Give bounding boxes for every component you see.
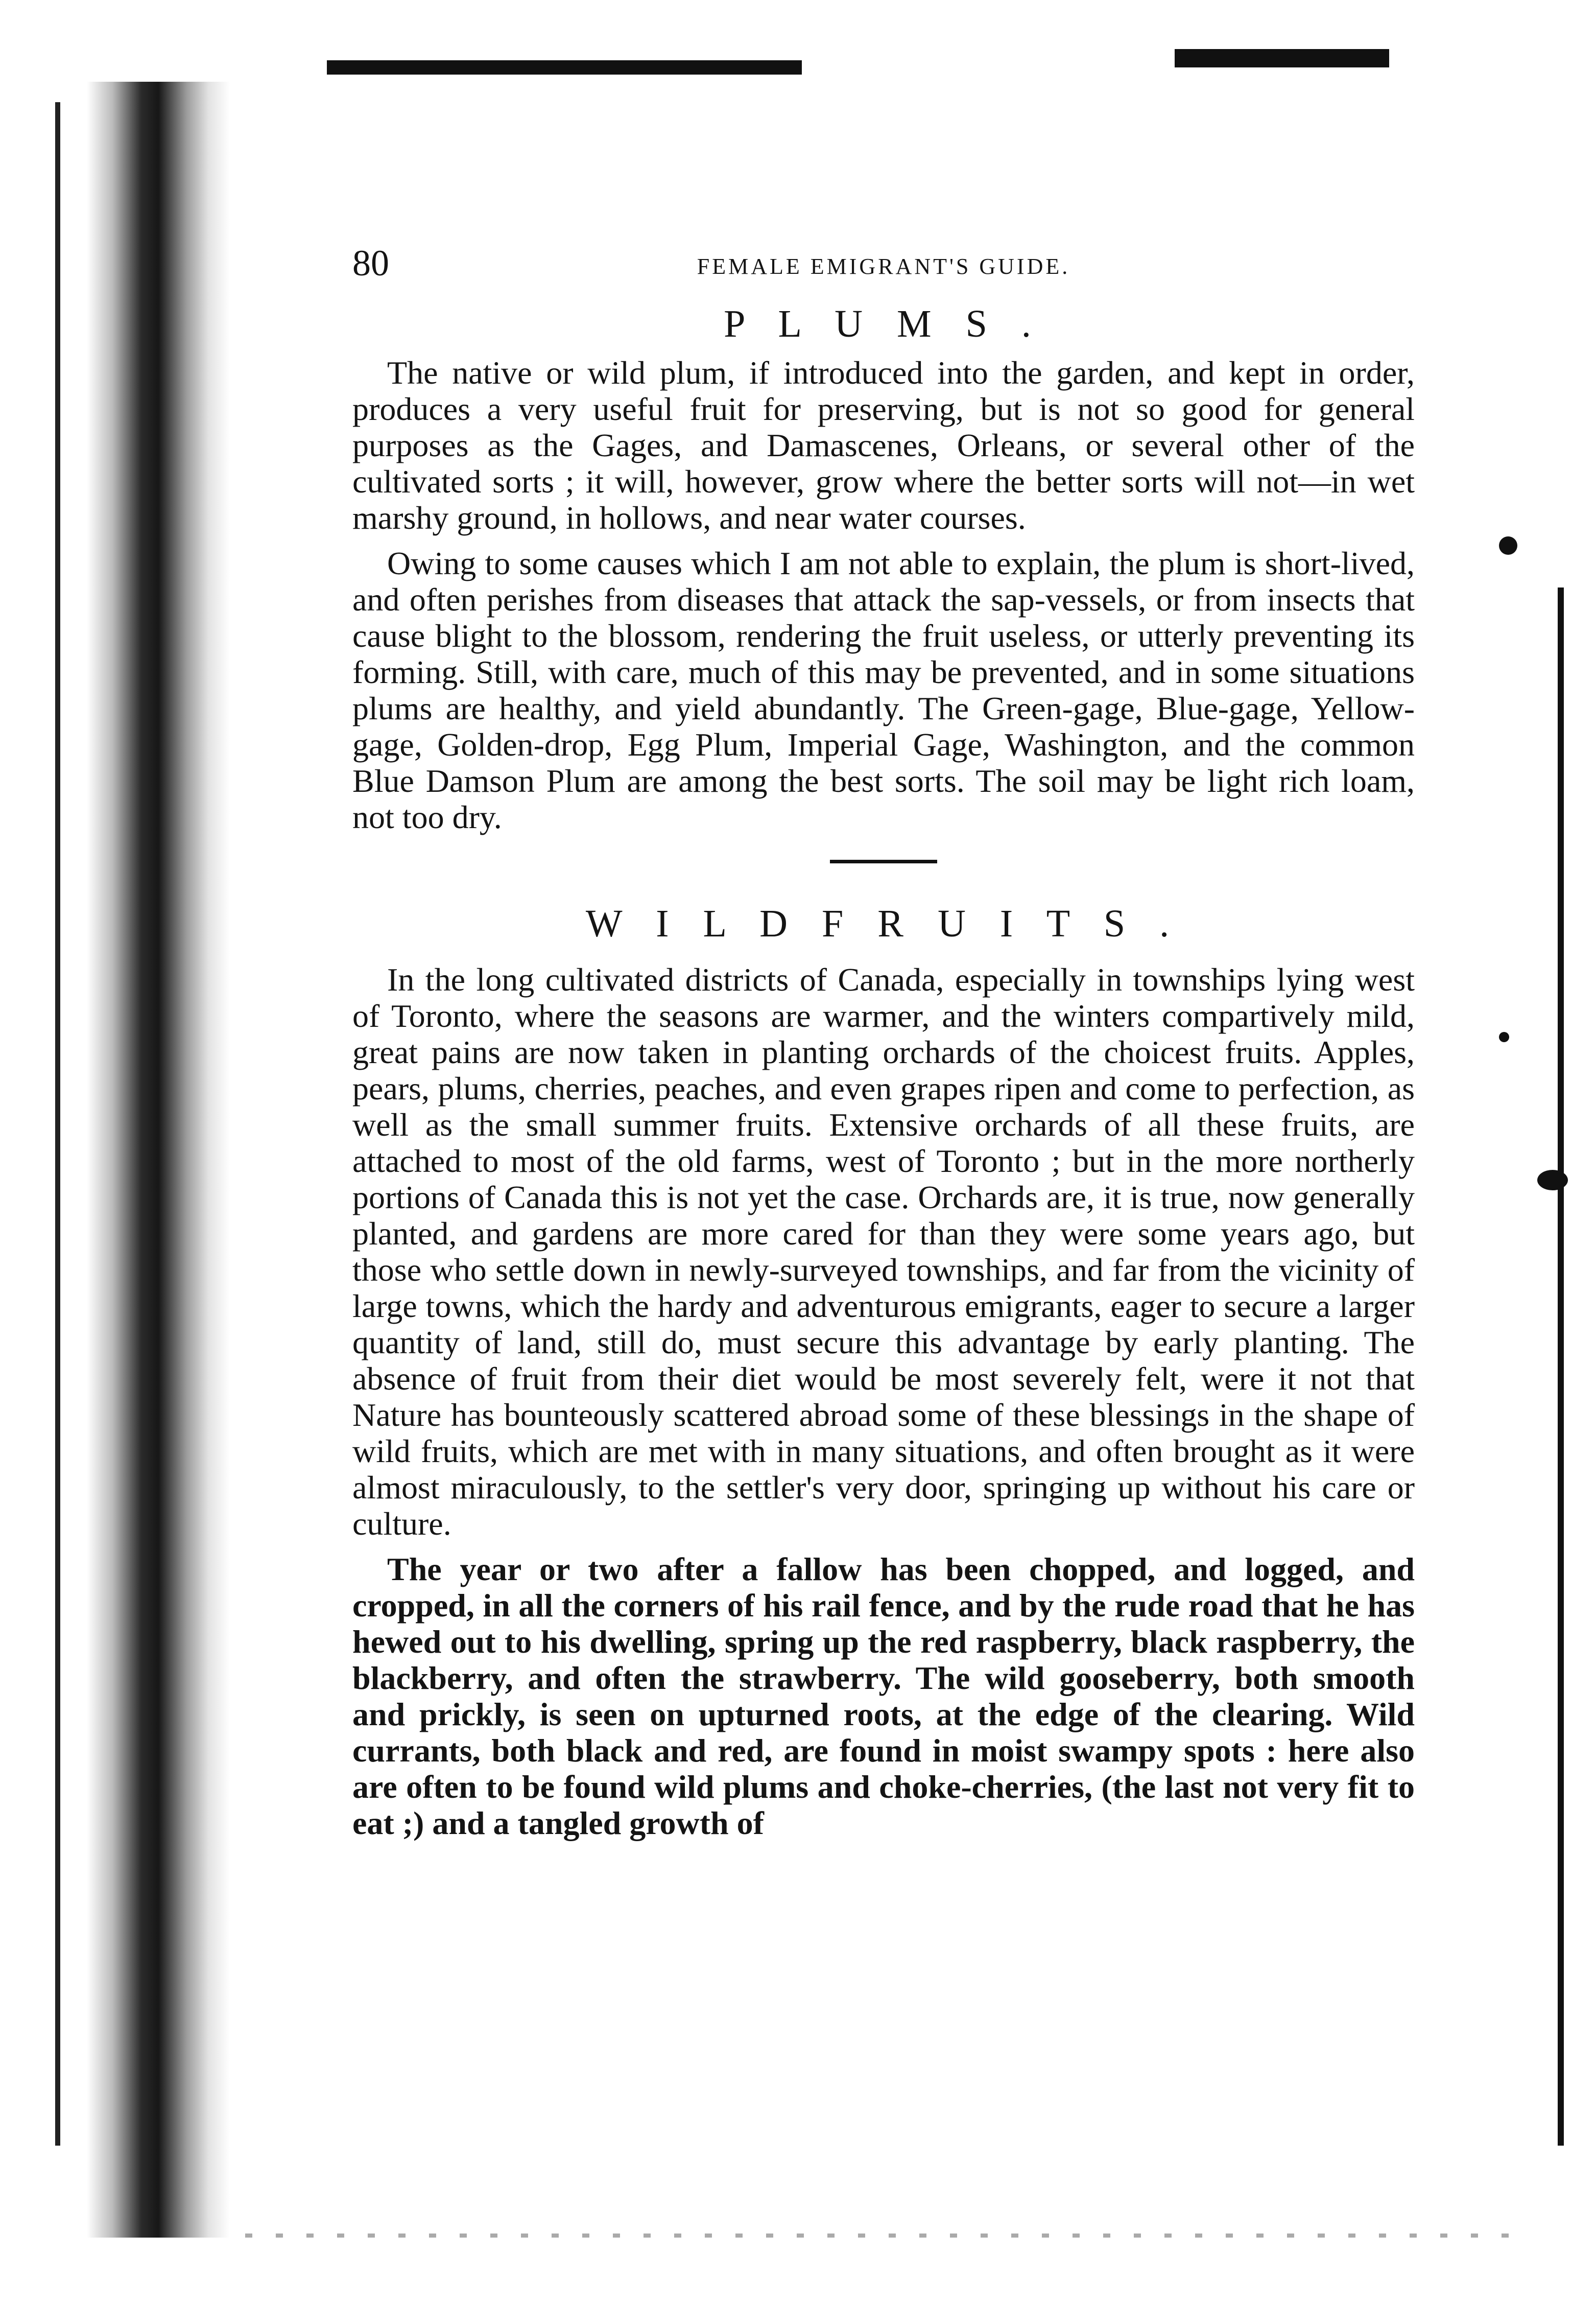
paragraph: In the long cultivated districts of Canada, especially in townships lying west of Toronto, where the seasons are warmer, and the winters compartively mild, great pains are now taken in planting orchards of the choicest fruits. Apples, pears, plums, cherries, peaches, and even grapes ripen and come to perfection, as well as the small summer fruits. Extensive orchards of all these fruits, are attached to most of the old farms, west of Toronto ; but in the more northerly portions of Canada this is not yet the case. Orchards are, it is true, now generally planted, and gardens are more cared for than they were some years ago, but those who settle down in newly-surveyed townships, and far from the vicinity of large towns, which the hardy and adventurous emigrants, eager to secure a larger quantity of land, still do, must secure this advantage by early planting. The absence of fruit from their diet would be most severely felt, were it not that Nature has bounteously scattered abroad some of these blessings in the shape of wild fruits, which are met with in many situations, and often brought as it were almost miraculously, to the settler's very door, springing up without his care or culture. xyxy=(352,961,1415,1542)
page-number: 80 xyxy=(352,243,389,284)
section-heading-plums: P L U M S . xyxy=(724,302,1043,345)
section-divider xyxy=(830,860,937,863)
scan-artifact-right-mark xyxy=(1499,1032,1509,1042)
scan-artifact-top-left xyxy=(327,60,802,75)
paragraph: Owing to some causes which I am not able to explain, the plum is short-lived, and often perishes from diseases that attack the sap-vessels, or from insects that cause blight to the blossom, rendering the fruit useless, or utterly preventing its forming. Still, with care, much of this may be prevented, and in some situations plums are healthy, and yield abundantly. The Green-gage, Blue-gage, Yellow-gage, Golden-drop, Egg Plum, Imperial Gage, Washington, and the common Blue Damson Plum are among the best sorts. The soil may be light rich loam, not too dry. xyxy=(352,545,1415,835)
book-binding-shadow xyxy=(87,82,230,2238)
scan-artifact-bottom xyxy=(245,2234,1532,2238)
scan-artifact-right-mark xyxy=(1499,536,1517,555)
running-title: FEMALE EMIGRANT'S GUIDE. xyxy=(697,254,1070,279)
running-head xyxy=(352,240,1415,296)
paragraph: The year or two after a fallow has been chopped, and logged, and cropped, in all the corners of his rail fence, and by the rude road that he has hewed out to his dwelling, spring up the red raspberry, black raspberry, the blackberry, and often the strawberry. The wild gooseberry, both smooth and prickly, is seen on upturned roots, at the edge of the clearing. Wild currants, both black and red, are found in moist swampy spots : here also are often to be found wild plums and choke-cherries, (the last not very fit to eat ;) and a tangled growth of xyxy=(352,1551,1415,1841)
section-heading-wild-fruits: W I L D F R U I T S . xyxy=(585,902,1182,945)
scan-artifact-top-right xyxy=(1175,49,1389,67)
book-page xyxy=(352,240,1415,1850)
scan-artifact-right-mark xyxy=(1537,1170,1568,1190)
paragraph: The native or wild plum, if introduced into the garden, and kept in order, produces a very useful fruit for preserving, but is not so good for general purposes as the Gages, and Damascenes, Orleans, or several other of the cultivated sorts ; it will, however, grow where the better sorts will not—in wet marshy ground, in hollows, and near water courses. xyxy=(352,355,1415,536)
scan-artifact-right-edge xyxy=(1558,587,1564,2146)
scan-artifact-left-line xyxy=(55,102,60,2146)
